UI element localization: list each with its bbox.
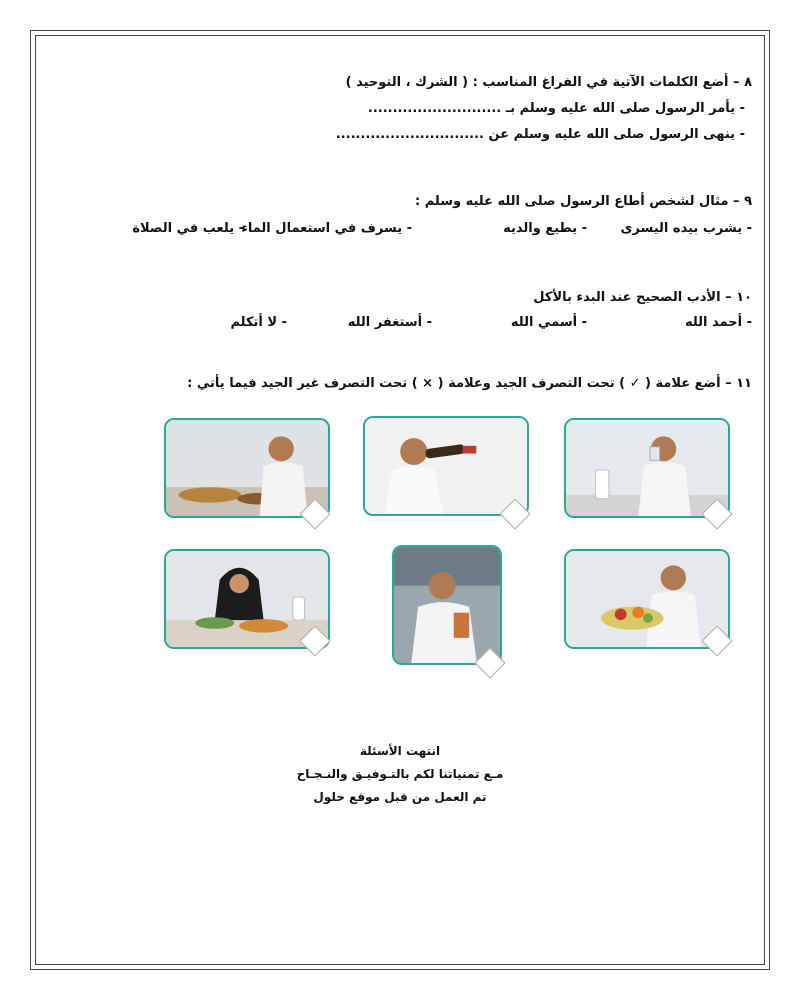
q9-options [0, 221, 800, 241]
q9-option-1: - يشرب بيده اليسرى [620, 221, 752, 236]
photo-boy-eating-snack [392, 545, 502, 665]
q10-option-1: - أحمد الله [684, 315, 752, 330]
q11-title: ١١ – أضع علامة ( ✓ ) تحت التصرف الجيد وعلامة ( × ) تحت التصرف غير الجيد فيما يأتي : [187, 376, 752, 391]
q10-title: ١٠ – الأدب الصحيح عند البدء بالأكل [533, 290, 752, 305]
photo-boy-drinking-glass [564, 418, 730, 518]
q9-option-4: - يلعب في الصلاة [132, 221, 244, 236]
photo-boy-eating-at-table [164, 418, 330, 518]
q9-option-3: - يسرف في استعمال الماء [241, 221, 412, 236]
q8-title: ٨ – أضع الكلمات الآتية في الفراغ المناسب : ( الشرك ، التوحيد ) [345, 75, 752, 90]
q10-option-2: - أسمي الله [510, 315, 587, 330]
q9-option-2: - يطيع والديه [503, 221, 587, 236]
q8-line2: - ينهى الرسول صلى الله عليه وسلم عن .............................. [335, 127, 745, 142]
q10-option-4: - لا أتكلم [230, 315, 287, 330]
footer-credit: تم العمل من قبل موقع حلول [313, 790, 487, 804]
photo-boy-with-fruit-plate [564, 549, 730, 649]
q10-option-3: - أستغفر الله [347, 315, 432, 330]
footer-wishes: مـع تمنياتنا لكم بالتـوفيـق والنـجـاح [296, 767, 504, 781]
footer-end-of-questions: انتهت الأسئلة [359, 744, 441, 758]
q10-options [0, 315, 800, 335]
q9-title: ٩ – مثال لشخص أطاع الرسول صلى الله عليه وسلم : [414, 194, 752, 209]
photo-boy-drinking-from-bottle [363, 416, 529, 516]
q8-line1: - يأمر الرسول صلى الله عليه وسلم بـ ........................... [367, 101, 745, 116]
